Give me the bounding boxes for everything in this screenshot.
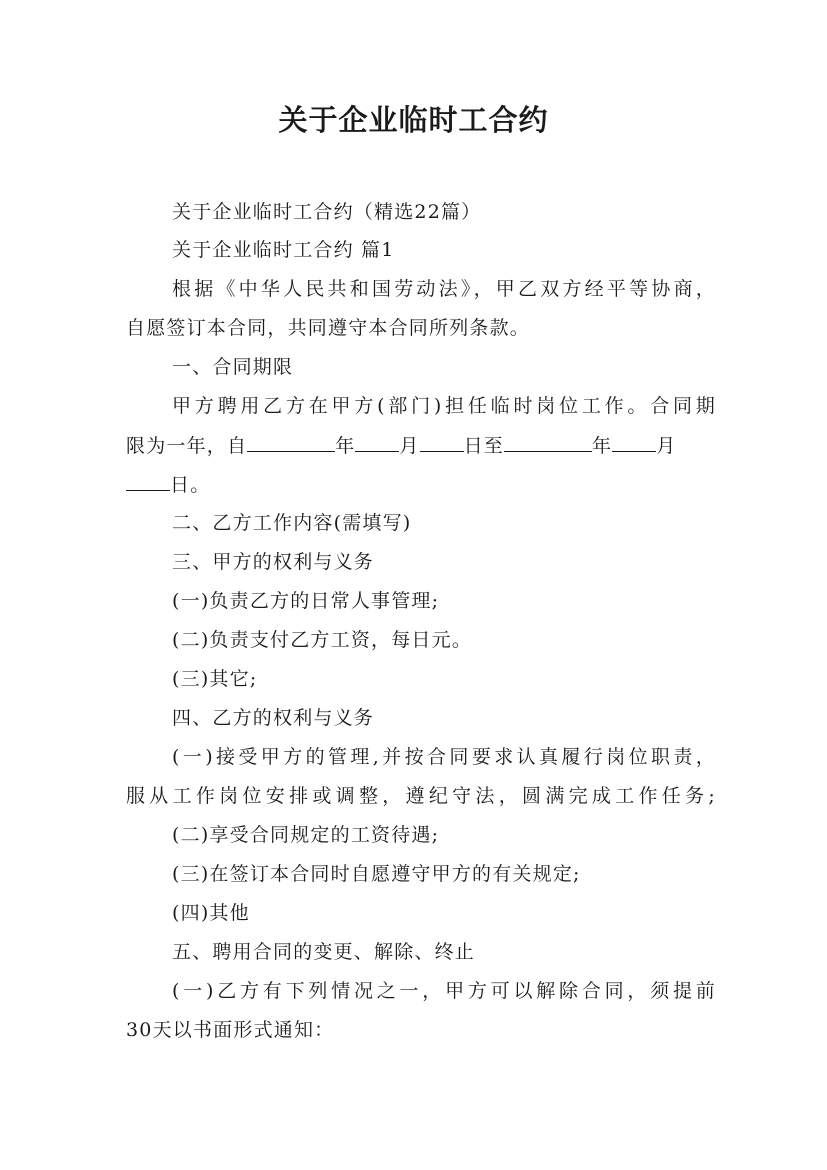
clause-heading-term: 一、合同期限 [172, 356, 294, 378]
list-item: (三)在签订本合同时自愿遵守甲方的有关规定; [172, 863, 581, 885]
text-span: 日。 [170, 474, 211, 496]
text-span: 限为一年，自 [126, 435, 248, 457]
list-item: (二)负责支付乙方工资，每日元。 [172, 629, 473, 651]
paragraph-line: 服从工作岗位安排或调整，遵纪守法，圆满完成工作任务; [126, 785, 716, 807]
subtitle-line: 关于企业临时工合约（精选22篇） [172, 201, 482, 223]
clause-heading-duties: 二、乙方工作内容(需填写) [172, 512, 412, 534]
list-item: (二)享受合同规定的工资待遇; [172, 824, 440, 846]
blank-field[interactable] [355, 431, 399, 452]
paragraph-line: 根据《中华人民共和国劳动法》，甲乙双方经平等协商， [172, 278, 716, 300]
blank-field[interactable] [612, 431, 656, 452]
list-item: (一)接受甲方的管理,并按合同要求认真履行岗位职责， [172, 746, 716, 768]
blank-field[interactable] [504, 431, 592, 452]
text-span: 年 [335, 435, 356, 457]
list-item: (一)负责乙方的日常人事管理; [172, 590, 440, 612]
text-span: 年 [592, 435, 613, 457]
text-span: 月 [656, 435, 677, 457]
clause-heading-party-b: 四、乙方的权利与义务 [172, 707, 375, 729]
clause-heading-termination: 五、聘用合同的变更、解除、终止 [172, 941, 476, 963]
blank-field[interactable] [420, 431, 464, 452]
paragraph-line: 甲方聘用乙方在甲方(部门)担任临时岗位工作。合同期 [172, 395, 716, 417]
document-title: 关于企业临时工合约 [278, 103, 549, 137]
list-item: (四)其他 [172, 902, 250, 924]
list-item: (一)乙方有下列情况之一，甲方可以解除合同，须提前 [172, 980, 716, 1002]
paragraph-line: 自愿签订本合同，共同遵守本合同所列条款。 [126, 317, 531, 339]
date-fill-line [126, 431, 716, 460]
clause-heading-party-a: 三、甲方的权利与义务 [172, 551, 375, 573]
text-span: 月 [399, 435, 420, 457]
blank-field[interactable] [247, 431, 335, 452]
section-heading-part1: 关于企业临时工合约 篇1 [172, 239, 395, 261]
list-item: (三)其它; [172, 668, 258, 690]
paragraph-line: 30天以书面形式通知： [126, 1019, 335, 1041]
date-fill-line-end [126, 470, 716, 499]
text-span: 日至 [463, 435, 505, 457]
blank-field[interactable] [126, 470, 170, 491]
